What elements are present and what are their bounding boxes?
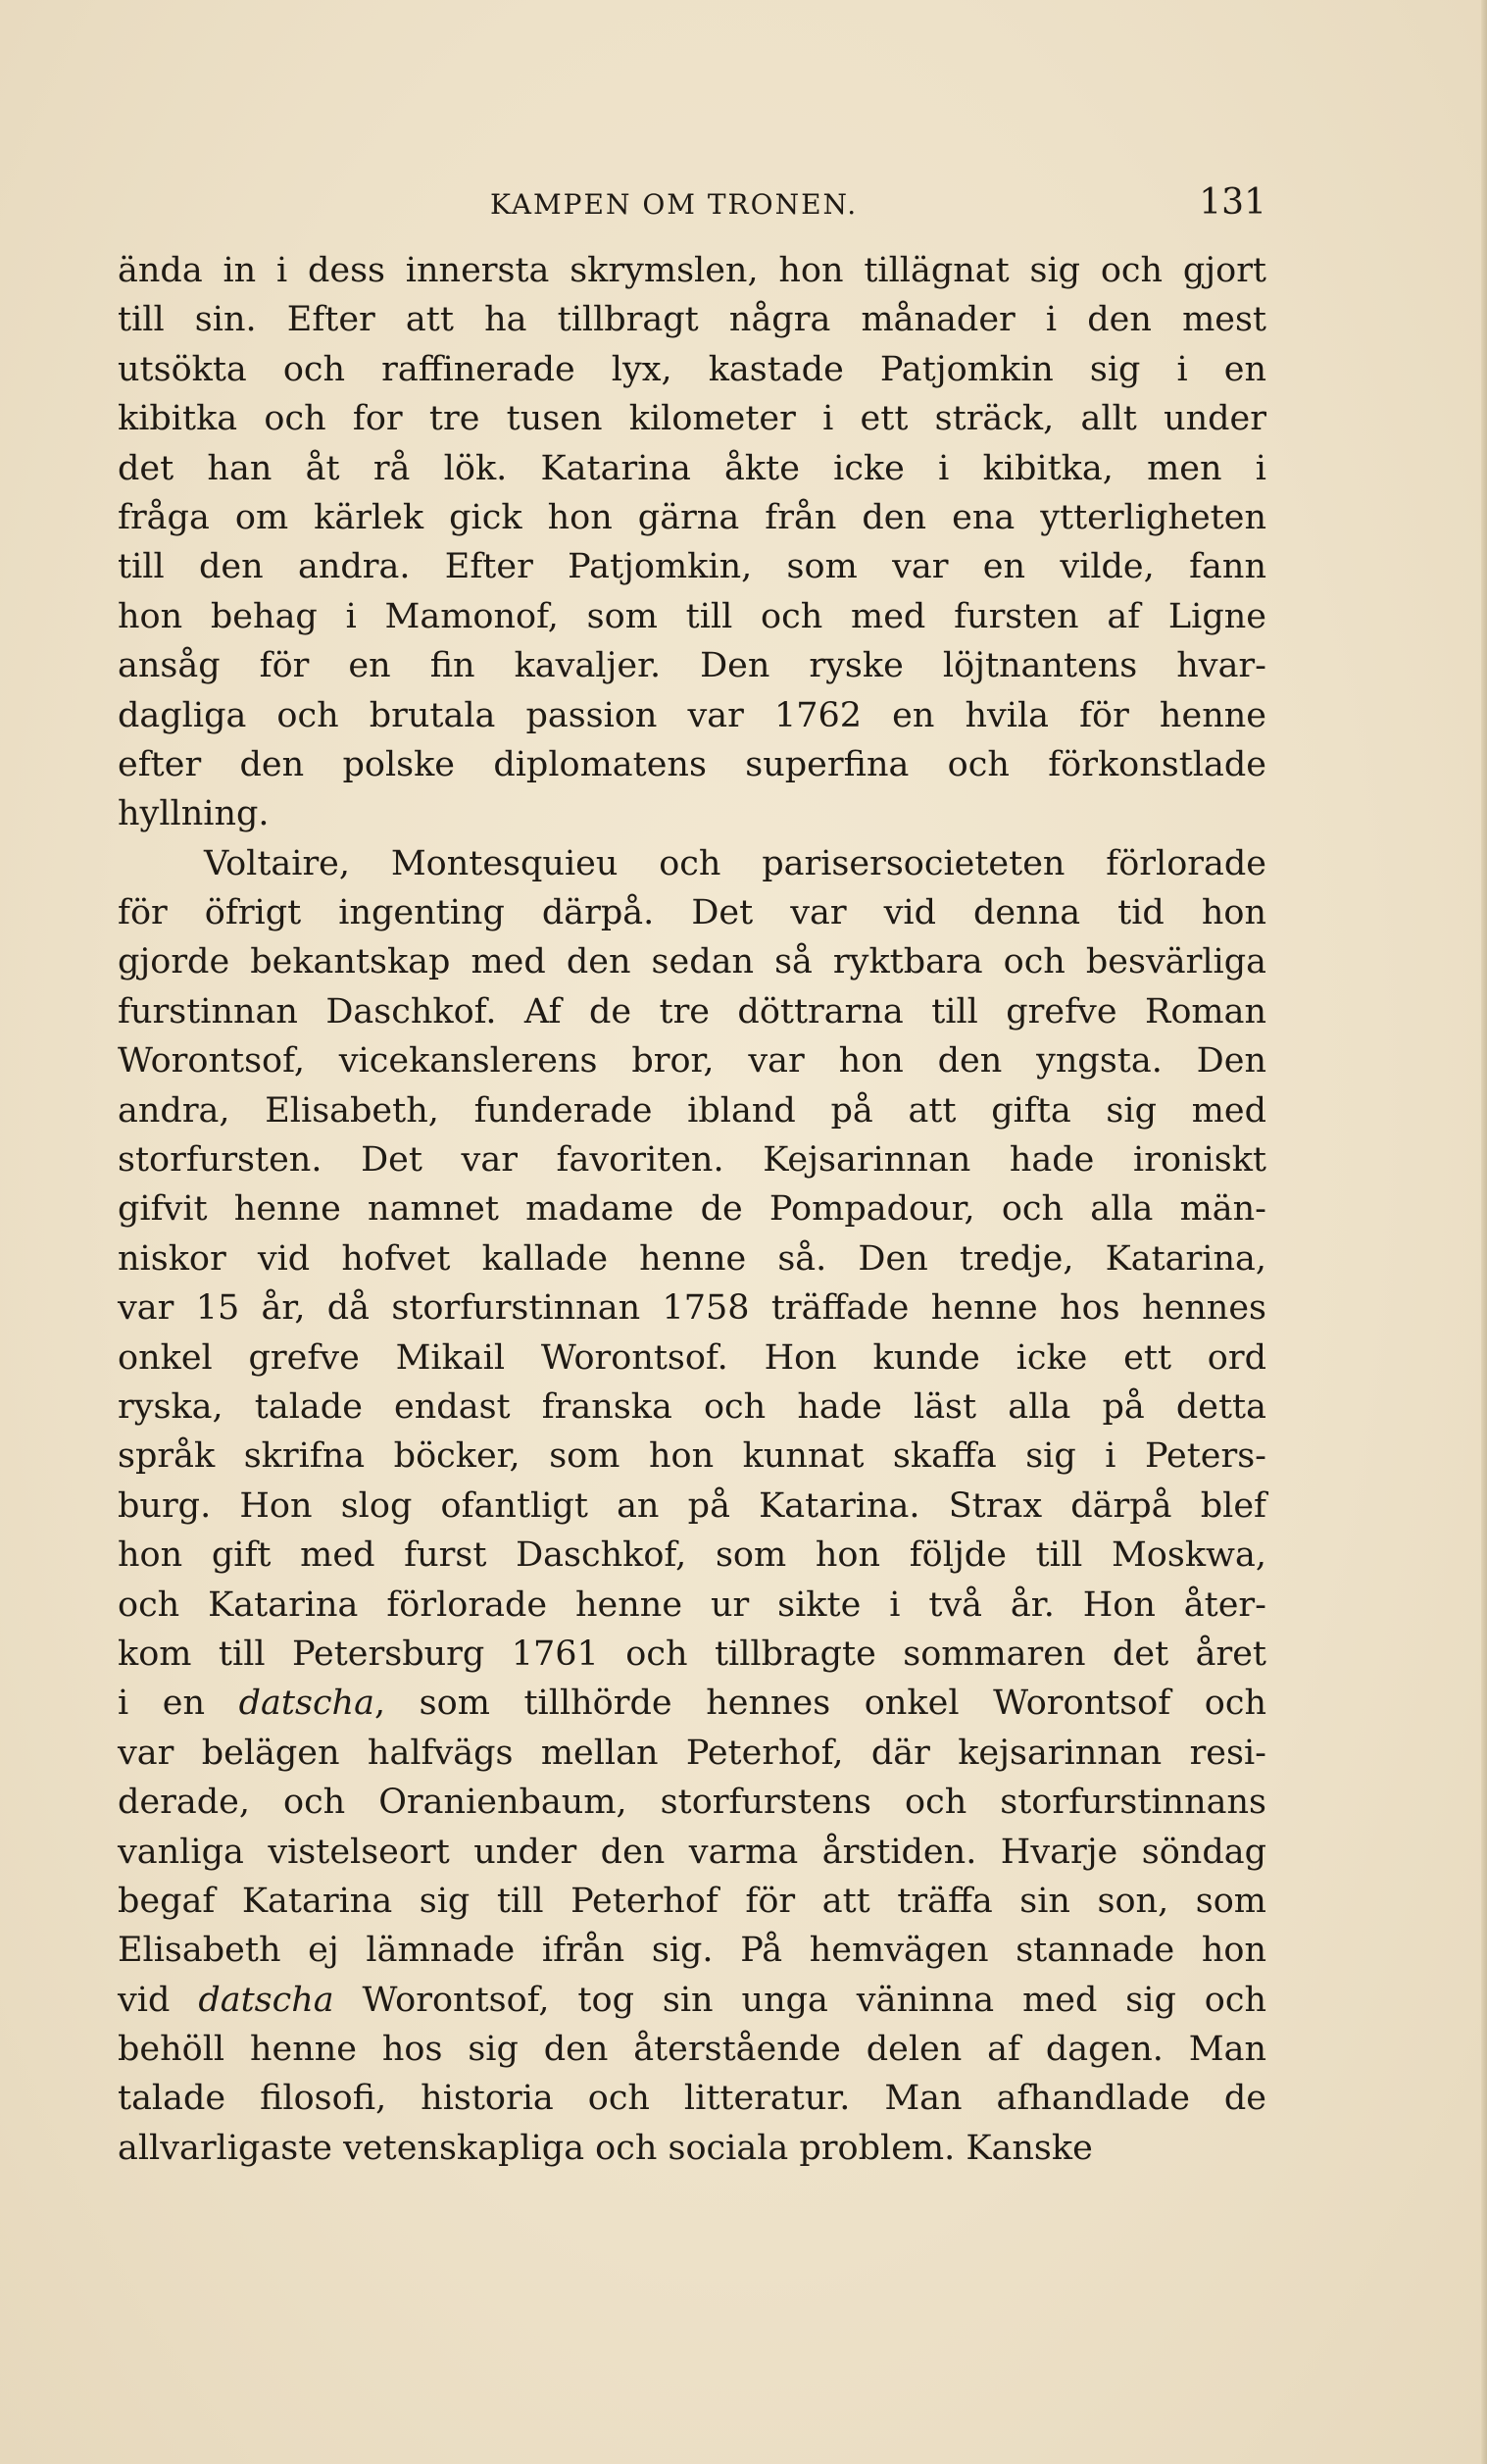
text-line: var belägen halfvägs mellan Peterhof, där kejsarinnan resi- <box>118 1733 1266 1773</box>
text-line: till sin. Efter att ha tillbragt några månader i den mest <box>118 300 1266 340</box>
text-line: fråga om kärlek gick hon gärna från den ena ytterligheten <box>118 497 1266 537</box>
text-span: Worontsof, tog sin unga väninna med sig och <box>333 1980 1267 2020</box>
text-line: gjorde bekantskap med den sedan så ryktbara och besvärliga <box>118 942 1266 982</box>
italic-word: datscha <box>198 1980 334 2020</box>
italic-word: datscha <box>238 1684 374 1724</box>
text-line <box>118 1976 1266 2025</box>
text-line: allvarligaste vetenskapliga och sociala problem. Kanske <box>118 2128 1093 2168</box>
text-line: dagliga och brutala passion var 1762 en hvila för henne <box>118 695 1266 735</box>
text-line: språk skrifna böcker, som hon kunnat skaffa sig i Peters- <box>118 1436 1266 1477</box>
text-line: talade filosofi, historia och litteratur. Man afhandlade de <box>118 2079 1266 2119</box>
text-line <box>118 1679 1266 1728</box>
text-line: behöll henne hos sig den återstående delen af dagen. Man <box>118 2030 1266 2070</box>
text-line: andra, Elisabeth, funderade ibland på att gifta sig med <box>118 1090 1266 1131</box>
text-line: ända in i dess innersta skrymslen, hon tillägnat sig och gjort <box>118 251 1266 290</box>
page-header <box>118 182 1266 229</box>
text-span: vid <box>118 1980 199 2020</box>
text-line: efter den polske diplomatens superfina och förkonstlade <box>118 744 1266 784</box>
text-line: onkel grefve Mikail Worontsof. Hon kunde icke ett ord <box>118 1337 1266 1378</box>
text-line: vanliga vistelseort under den varma årstiden. Hvarje söndag <box>118 1832 1266 1872</box>
text-line: kibitka och for tre tusen kilometer i ett sträck, allt under <box>118 399 1266 439</box>
text-line: Elisabeth ej lämnade ifrån sig. På hemvägen stannade hon <box>118 1931 1266 1971</box>
text-line: för öfrigt ingenting därpå. Det var vid denna tid hon <box>118 893 1266 933</box>
text-line: ryska, talade endast franska och hade läst alla på detta <box>118 1386 1266 1427</box>
text-line: Worontsof, vicekanslerens bror, var hon den yngsta. Den <box>118 1041 1266 1081</box>
text-line: begaf Katarina sig till Peterhof för att träffa sin son, som <box>118 1881 1266 1921</box>
text-line: storfursten. Det var favoriten. Kejsarinnan hade ironiskt <box>118 1140 1266 1181</box>
text-line: furstinnan Daschkof. Af de tre döttrarna till grefve Roman <box>118 991 1266 1031</box>
text-span: i en <box>118 1684 239 1724</box>
text-line: Voltaire, Montesquieu och parisersocieteten förlorade <box>204 843 1266 883</box>
text-line: var 15 år, då storfurstinnan 1758 träffade henne hos hennes <box>118 1288 1266 1329</box>
text-line: gifvit henne namnet madame de Pompadour, och alla män- <box>118 1189 1266 1230</box>
page-number: 131 <box>1199 182 1266 223</box>
text-line: hyllning. <box>118 794 270 834</box>
page-edge <box>1481 0 1487 2464</box>
text-line: till den andra. Efter Patjomkin, som var en vilde, fann <box>118 547 1266 587</box>
body-text <box>118 246 1266 2173</box>
text-span: , som tillhörde hennes onkel Worontsof och <box>373 1684 1266 1724</box>
text-line: burg. Hon slog ofantligt an på Katarina. Strax därpå blef <box>118 1485 1266 1526</box>
text-line: niskor vid hofvet kallade henne så. Den tredje, Katarina, <box>118 1238 1266 1279</box>
text-line: kom till Petersburg 1761 och tillbragte sommaren det året <box>118 1634 1266 1674</box>
text-line: det han åt rå lök. Katarina åkte icke i kibitka, men i <box>118 448 1266 488</box>
text-line: hon behag i Mamonof, som till och med fursten af Ligne <box>118 596 1266 636</box>
text-line: utsökta och raffinerade lyx, kastade Patjomkin sig i en <box>118 349 1266 389</box>
text-line: hon gift med furst Daschkof, som hon följde till Moskwa, <box>118 1535 1266 1576</box>
text-line: derade, och Oranienbaum, storfurstens och storfurstinnans <box>118 1783 1266 1823</box>
running-head: KAMPEN OM TRONEN. <box>490 188 859 221</box>
text-line: och Katarina förlorade henne ur sikte i två år. Hon åter- <box>118 1584 1266 1625</box>
text-line: ansåg för en fin kavaljer. Den ryske löjtnantens hvar- <box>118 646 1266 686</box>
